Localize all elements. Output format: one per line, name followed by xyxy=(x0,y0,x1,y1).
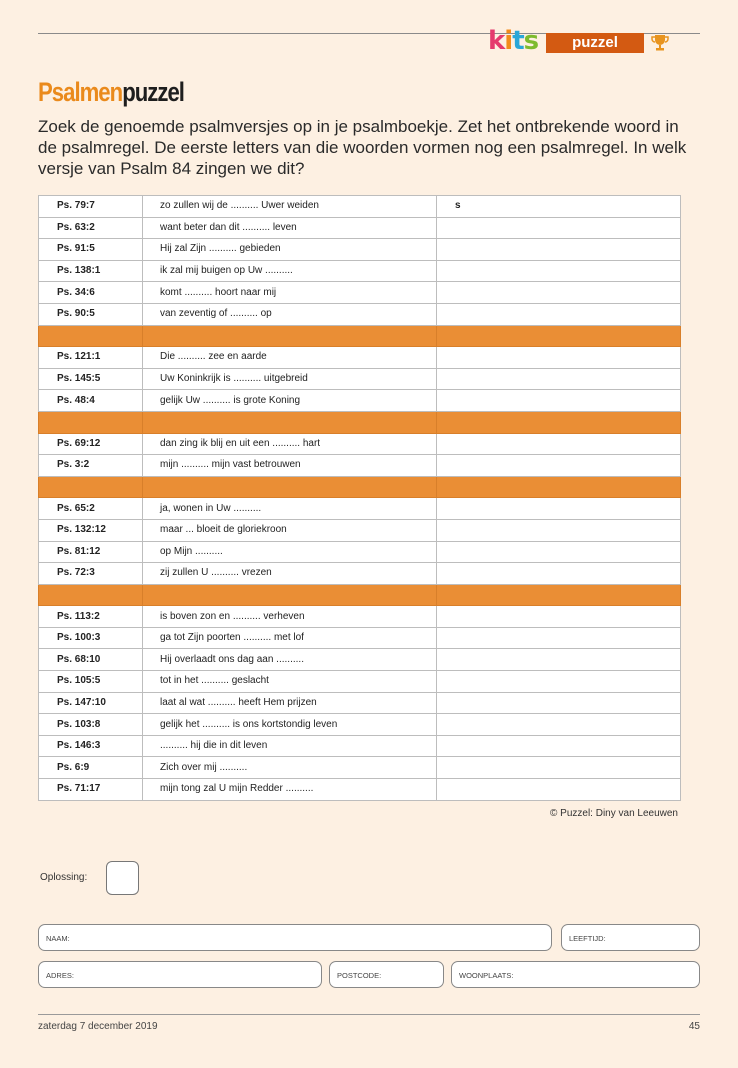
psalm-line: laat al wat .......... heeft Hem prijzen xyxy=(143,692,437,714)
answer-cell[interactable] xyxy=(437,779,681,801)
psalm-line: want beter dan dit .......... leven xyxy=(143,217,437,239)
psalm-reference: Ps. 79:7 xyxy=(39,196,143,218)
psalm-line: ja, wonen in Uw .......... xyxy=(143,498,437,520)
section-label: puzzel xyxy=(546,33,644,53)
table-row xyxy=(39,239,681,261)
separator-row xyxy=(39,325,681,347)
trophy-icon xyxy=(650,33,670,53)
psalm-line: Hij zal Zijn .......... gebieden xyxy=(143,239,437,261)
answer-cell[interactable] xyxy=(437,757,681,779)
separator-cell xyxy=(39,476,143,498)
psalm-reference: Ps. 113:2 xyxy=(39,606,143,628)
psalm-line: tot in het .......... geslacht xyxy=(143,671,437,693)
psalm-reference: Ps. 147:10 xyxy=(39,692,143,714)
psalm-line: mijn tong zal U mijn Redder .......... xyxy=(143,779,437,801)
table-row xyxy=(39,563,681,585)
table-row xyxy=(39,282,681,304)
psalm-line: gelijk het .......... is ons kortstondig leven xyxy=(143,714,437,736)
postcode-field[interactable] xyxy=(329,961,444,988)
puzzle-table xyxy=(38,195,681,801)
name-field-label: NAAM: xyxy=(46,934,70,943)
psalm-line: op Mijn .......... xyxy=(143,541,437,563)
separator-cell xyxy=(39,325,143,347)
table-row xyxy=(39,627,681,649)
psalm-reference: Ps. 63:2 xyxy=(39,217,143,239)
separator-row xyxy=(39,411,681,433)
age-field[interactable] xyxy=(561,924,700,951)
psalm-line: mijn .......... mijn vast betrouwen xyxy=(143,455,437,477)
psalm-line: Die .......... zee en aarde xyxy=(143,347,437,369)
psalm-line: ik zal mij buigen op Uw .......... xyxy=(143,260,437,282)
answer-cell[interactable] xyxy=(437,714,681,736)
answer-cell[interactable] xyxy=(437,563,681,585)
table-row xyxy=(39,757,681,779)
city-field[interactable] xyxy=(451,961,700,988)
answer-cell[interactable] xyxy=(437,541,681,563)
psalm-line: Uw Koninkrijk is .......... uitgebreid xyxy=(143,368,437,390)
table-row xyxy=(39,498,681,520)
psalm-reference: Ps. 65:2 xyxy=(39,498,143,520)
psalm-reference: Ps. 132:12 xyxy=(39,519,143,541)
answer-cell[interactable] xyxy=(437,282,681,304)
table-row xyxy=(39,455,681,477)
kits-puzzel-header xyxy=(488,26,678,56)
psalm-reference: Ps. 121:1 xyxy=(39,347,143,369)
table-row xyxy=(39,347,681,369)
psalm-reference: Ps. 71:17 xyxy=(39,779,143,801)
age-field-label: LEEFTIJD: xyxy=(569,934,606,943)
psalm-reference: Ps. 146:3 xyxy=(39,735,143,757)
separator-cell xyxy=(437,476,681,498)
puzzle-credit: © Puzzel: Diny van Leeuwen xyxy=(550,808,678,819)
psalm-line: .......... hij die in dit leven xyxy=(143,735,437,757)
table-row xyxy=(39,196,681,218)
psalm-reference: Ps. 91:5 xyxy=(39,239,143,261)
title-part-1: Psalmen xyxy=(38,77,123,107)
psalm-reference: Ps. 69:12 xyxy=(39,433,143,455)
answer-cell[interactable] xyxy=(437,390,681,412)
psalm-reference: Ps. 105:5 xyxy=(39,671,143,693)
psalm-reference: Ps. 90:5 xyxy=(39,303,143,325)
table-row xyxy=(39,735,681,757)
footer-date: zaterdag 7 december 2019 xyxy=(38,1021,158,1032)
answer-cell[interactable] xyxy=(437,606,681,628)
psalm-reference: Ps. 138:1 xyxy=(39,260,143,282)
separator-cell xyxy=(437,584,681,606)
address-field-label: ADRES: xyxy=(46,971,74,980)
name-field[interactable] xyxy=(38,924,552,951)
psalm-line: is boven zon en .......... verheven xyxy=(143,606,437,628)
table-row xyxy=(39,390,681,412)
table-row xyxy=(39,671,681,693)
table-row xyxy=(39,260,681,282)
answer-cell[interactable] xyxy=(437,519,681,541)
page-number: 45 xyxy=(688,1021,700,1032)
table-row xyxy=(39,303,681,325)
kits-logo: kits xyxy=(488,26,539,56)
bottom-rule xyxy=(38,1014,700,1015)
answer-cell[interactable] xyxy=(437,498,681,520)
title-part-2: puzzel xyxy=(122,77,184,107)
psalm-reference: Ps. 48:4 xyxy=(39,390,143,412)
table-row xyxy=(39,519,681,541)
answer-cell[interactable] xyxy=(437,627,681,649)
psalm-reference: Ps. 6:9 xyxy=(39,757,143,779)
table-row xyxy=(39,714,681,736)
page-title xyxy=(38,76,184,108)
psalm-reference: Ps. 103:8 xyxy=(39,714,143,736)
postcode-field-label: POSTCODE: xyxy=(337,971,382,980)
separator-cell xyxy=(143,584,437,606)
answer-cell[interactable] xyxy=(437,347,681,369)
table-row xyxy=(39,217,681,239)
solution-input-box[interactable] xyxy=(106,861,139,895)
psalm-line: Zich over mij .......... xyxy=(143,757,437,779)
separator-cell xyxy=(143,476,437,498)
table-row xyxy=(39,779,681,801)
psalm-line: dan zing ik blij en uit een .......... hart xyxy=(143,433,437,455)
psalm-reference: Ps. 72:3 xyxy=(39,563,143,585)
answer-cell[interactable] xyxy=(437,649,681,671)
table-row xyxy=(39,433,681,455)
separator-cell xyxy=(437,411,681,433)
psalm-reference: Ps. 145:5 xyxy=(39,368,143,390)
psalm-reference: Ps. 100:3 xyxy=(39,627,143,649)
table-row xyxy=(39,541,681,563)
solution-label: Oplossing: xyxy=(40,872,88,883)
answer-cell[interactable] xyxy=(437,433,681,455)
separator-cell xyxy=(143,411,437,433)
answer-cell[interactable] xyxy=(437,260,681,282)
psalm-line: zo zullen wij de .......... Uwer weiden xyxy=(143,196,437,218)
answer-cell[interactable] xyxy=(437,455,681,477)
answer-cell[interactable] xyxy=(437,368,681,390)
psalm-line: maar ... bloeit de gloriekroon xyxy=(143,519,437,541)
psalm-reference: Ps. 68:10 xyxy=(39,649,143,671)
separator-cell xyxy=(437,325,681,347)
separator-row xyxy=(39,476,681,498)
answer-cell[interactable] xyxy=(437,303,681,325)
psalm-line: ga tot Zijn poorten .......... met lof xyxy=(143,627,437,649)
city-field-label: WOONPLAATS: xyxy=(459,971,514,980)
answer-cell[interactable] xyxy=(437,671,681,693)
answer-cell[interactable] xyxy=(437,735,681,757)
table-row xyxy=(39,606,681,628)
table-row xyxy=(39,368,681,390)
intro-text: Zoek de genoemde psalmversjes op in je psalmboekje. Zet het ontbrekende woord in de psalmregel. De eerste letters van die woorden vormen nog een psalmregel. In welk versje van Psalm 84 zingen we dit? xyxy=(38,117,687,178)
separator-cell xyxy=(143,325,437,347)
psalm-line: gelijk Uw .......... is grote Koning xyxy=(143,390,437,412)
address-field[interactable] xyxy=(38,961,322,988)
separator-cell xyxy=(39,584,143,606)
answer-cell[interactable] xyxy=(437,239,681,261)
separator-cell xyxy=(39,411,143,433)
psalm-reference: Ps. 34:6 xyxy=(39,282,143,304)
answer-cell[interactable]: s xyxy=(437,196,681,218)
answer-cell[interactable] xyxy=(437,692,681,714)
separator-row xyxy=(39,584,681,606)
answer-cell[interactable] xyxy=(437,217,681,239)
psalm-line: van zeventig of .......... op xyxy=(143,303,437,325)
table-row xyxy=(39,649,681,671)
psalm-line: zij zullen U .......... vrezen xyxy=(143,563,437,585)
psalm-reference: Ps. 3:2 xyxy=(39,455,143,477)
psalm-line: Hij overlaadt ons dag aan .......... xyxy=(143,649,437,671)
table-row xyxy=(39,692,681,714)
psalm-reference: Ps. 81:12 xyxy=(39,541,143,563)
psalm-line: komt .......... hoort naar mij xyxy=(143,282,437,304)
